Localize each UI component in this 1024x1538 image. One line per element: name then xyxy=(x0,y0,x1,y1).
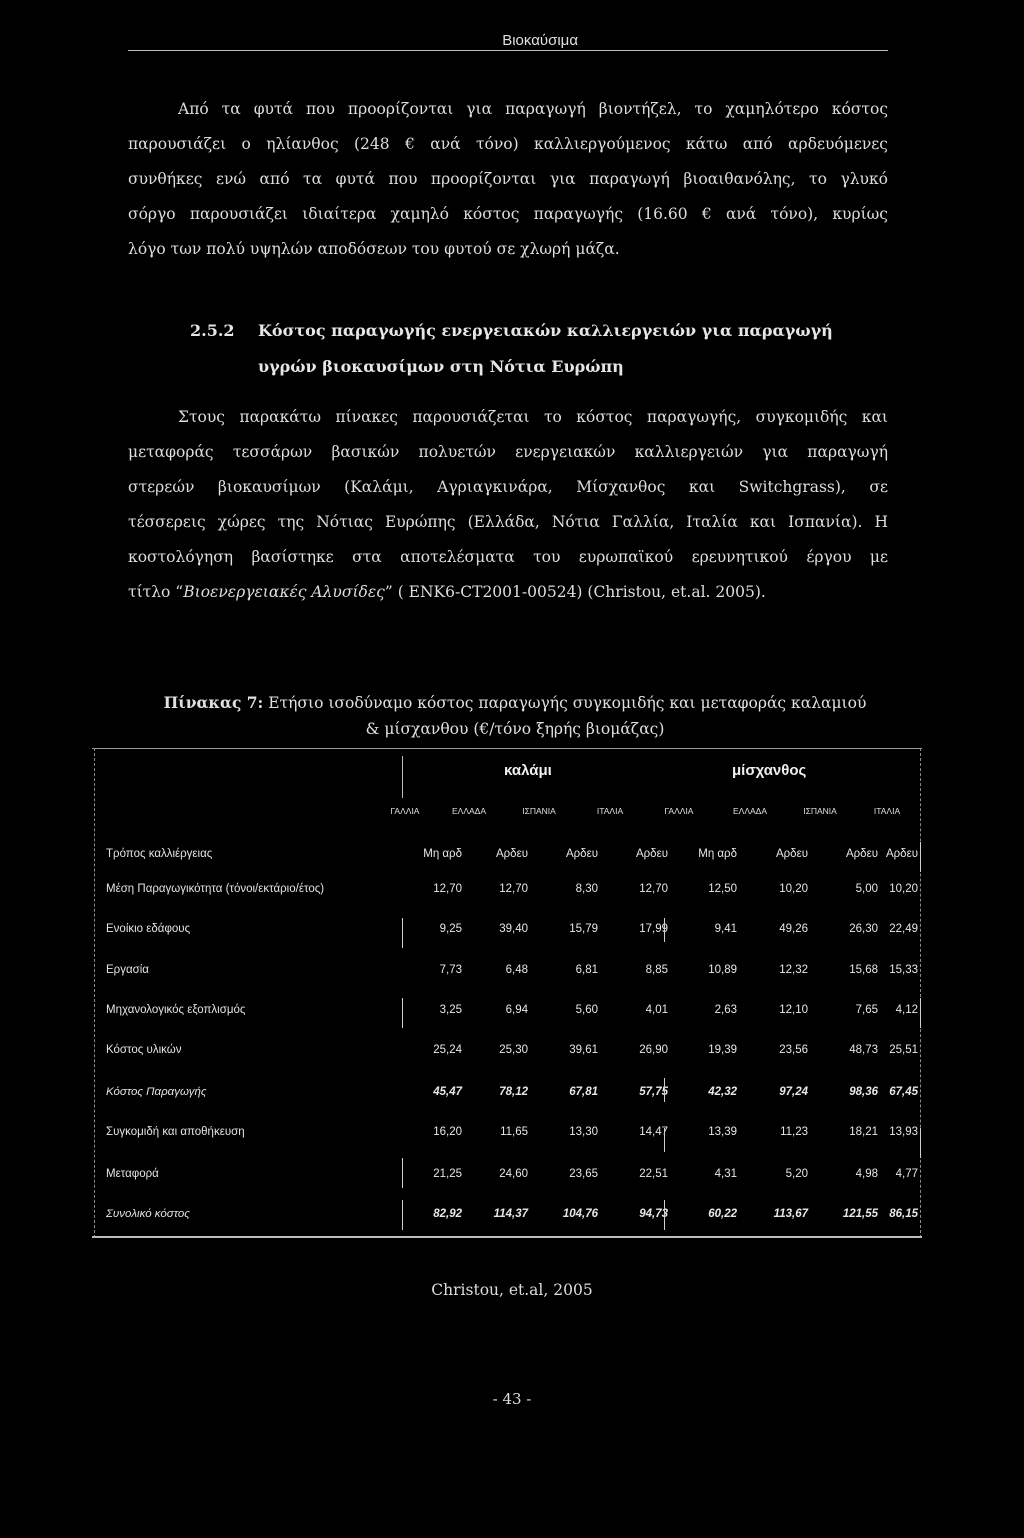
table-cell: 121,55 xyxy=(842,1208,878,1220)
table-cell: 113,67 xyxy=(773,1208,808,1220)
row-label: Μεταφορά xyxy=(106,1168,159,1180)
row-label: Τρόπος καλλιέργειας xyxy=(106,848,213,860)
row-label: Εργασία xyxy=(106,964,149,976)
table-cell: 86,15 xyxy=(889,1208,918,1220)
table-cell: 104,76 xyxy=(562,1208,598,1220)
table-cell: 25,30 xyxy=(499,1044,528,1056)
table-divider xyxy=(920,998,921,1028)
intro-paragraph xyxy=(128,92,888,267)
table-cell: 5,20 xyxy=(785,1168,808,1180)
table-caption-line2: & μίσχανθου (€/τόνο ξηρής βιομάζας) xyxy=(365,720,665,738)
table-cell: 10,89 xyxy=(708,964,737,976)
table-cell: 3,25 xyxy=(439,1004,462,1016)
table-divider xyxy=(920,1128,921,1158)
table-divider xyxy=(664,918,665,942)
table-caption xyxy=(110,690,920,742)
table-cell: 57,75 xyxy=(639,1086,668,1098)
table-right-border xyxy=(920,748,921,1238)
table-cell: 12,70 xyxy=(639,883,668,895)
table-cell: 67,45 xyxy=(889,1086,918,1098)
table-cell: 9,25 xyxy=(439,923,462,935)
country-header: ΕΛΛΑΔΑ xyxy=(451,806,487,816)
table-cell: 5,00 xyxy=(855,883,878,895)
body-last-suffix: ” ( ENK6-CT2001-00524) (Christou, et.al. 2005). xyxy=(384,583,766,601)
body-line: τέσσερεις χώρες της Νότιας Ευρώπης (Ελλάδα, Νότια Γαλλία, Ιταλία και Ισπανία). Η xyxy=(128,513,888,531)
table-cell: 26,90 xyxy=(639,1044,668,1056)
body-line: στερεών βιοκαυσίμων (Καλάμι, Αγριαγκινάρα, Μίσχανθος και Switchgrass), σε xyxy=(128,478,888,496)
group-header-kalami: καλάμι xyxy=(504,762,552,779)
table-caption-line1: Ετήσιο ισοδύναμο κόστος παραγωγής συγκομιδής και μεταφοράς καλαμιού xyxy=(268,694,867,712)
table-cell: Μη αρδ xyxy=(698,848,737,860)
intro-line: λόγο των πολύ υψηλών αποδόσεων του φυτού σε χλωρή μάζα. xyxy=(128,240,620,258)
table-cell: 82,92 xyxy=(433,1208,462,1220)
table-cell: 12,32 xyxy=(779,964,808,976)
table-cell: 16,20 xyxy=(433,1126,462,1138)
table-cell: 12,70 xyxy=(433,883,462,895)
section-number: 2.5.2 xyxy=(190,321,235,340)
table-cell: 11,23 xyxy=(780,1126,808,1138)
row-label: Κόστος Παραγωγής xyxy=(106,1086,207,1098)
table-cell: 98,36 xyxy=(849,1086,878,1098)
table-divider xyxy=(920,842,921,872)
table-cell: 18,21 xyxy=(849,1126,878,1138)
page-header xyxy=(128,30,888,51)
table-cell: 13,30 xyxy=(569,1126,598,1138)
cost-table xyxy=(92,748,922,1538)
table-cell: 17,99 xyxy=(639,923,668,935)
row-label: Ενοίκιο εδάφους xyxy=(106,923,191,935)
section-title-line2: υγρών βιοκαυσίμων στη Νότια Ευρώπη xyxy=(258,357,624,376)
table-divider xyxy=(402,918,403,948)
table-cell: Αρδευ xyxy=(885,848,918,860)
intro-line: συνθήκες ενώ από τα φυτά που προορίζονται για παραγωγή βιοαιθανόλης, το γλυκό xyxy=(128,170,888,188)
country-header: ΕΛΛΑΔΑ xyxy=(732,806,768,816)
table-cell: 6,94 xyxy=(505,1004,528,1016)
row-label: Συνολικό κόστος xyxy=(106,1208,190,1220)
table-cell: 25,24 xyxy=(433,1044,462,1056)
table-cell: 23,65 xyxy=(569,1168,598,1180)
table-divider xyxy=(664,1128,665,1152)
country-header: ΙΤΑΛΙΑ xyxy=(596,806,624,816)
project-title: Βιοενεργειακές Αλυσίδες xyxy=(183,583,385,601)
intro-line: παρουσιάζει ο ηλίανθος (248 € ανά τόνο) καλλιεργούμενος κάτω από αρδευόμενες xyxy=(128,135,888,153)
table-cell: 39,40 xyxy=(499,923,528,935)
row-label: Συγκομιδή και αποθήκευση xyxy=(106,1126,245,1138)
table-cell: 22,49 xyxy=(889,923,918,935)
table-cell: 4,31 xyxy=(714,1168,737,1180)
page-number: - 43 - xyxy=(492,1390,532,1408)
table-cell: 45,47 xyxy=(433,1086,462,1098)
table-cell: 15,68 xyxy=(849,964,878,976)
table-cell: 15,33 xyxy=(889,964,918,976)
table-divider xyxy=(402,998,403,1028)
table-cell: 25,51 xyxy=(889,1044,918,1056)
body-line: μεταφοράς τεσσάρων βασικών πολυετών ενεργειακών καλλιεργειών για παραγωγή xyxy=(128,443,888,461)
table-cell: 13,93 xyxy=(889,1126,918,1138)
body-line: Στους παρακάτω πίνακες παρουσιάζεται το κόστος παραγωγής, συγκομιδής και xyxy=(178,408,888,426)
table-top-border xyxy=(92,748,922,749)
table-cell: Αρδευ xyxy=(775,848,808,860)
table-cell: Αρδευ xyxy=(635,848,668,860)
table-cell: 4,01 xyxy=(645,1004,668,1016)
table-cell: 8,30 xyxy=(575,883,598,895)
section-heading xyxy=(190,313,910,385)
country-header: ΓΑΛΛΙΑ xyxy=(664,806,694,816)
table-divider xyxy=(402,1158,403,1188)
table-cell: 13,39 xyxy=(708,1126,737,1138)
country-header: ΙΣΠΑΝΙΑ xyxy=(803,806,837,816)
country-header: ΙΤΑΛΙΑ xyxy=(873,806,901,816)
table-cell: 2,63 xyxy=(714,1004,737,1016)
table-cell: 24,60 xyxy=(499,1168,528,1180)
table-cell: 8,85 xyxy=(645,964,668,976)
body-line: κοστολόγηση βασίστηκε στα αποτελέσματα του ευρωπαϊκού ερευνητικού έργου με xyxy=(128,548,888,566)
section-title-line1: Κόστος παραγωγής ενεργειακών καλλιεργειών για παραγωγή xyxy=(258,321,833,340)
table-cell: 11,65 xyxy=(500,1126,528,1138)
table-cell: 6,48 xyxy=(505,964,528,976)
body-last-line xyxy=(128,575,888,610)
table-cell: 49,26 xyxy=(779,923,808,935)
group-header-mischanthos: μίσχανθος xyxy=(732,762,807,779)
table-cell: 4,77 xyxy=(895,1168,918,1180)
table-divider xyxy=(664,1078,665,1102)
body-last-prefix: τίτλο “ xyxy=(128,583,184,601)
table-cell: 67,81 xyxy=(569,1086,598,1098)
table-cell: Αρδευ xyxy=(565,848,598,860)
row-label: Μέση Παραγωγικότητα (τόνοι/εκτάριο/έτος) xyxy=(106,883,325,895)
table-left-border xyxy=(94,748,95,1238)
intro-line: σόργο παρουσιάζει ιδιαίτερα χαμηλό κόστος παραγωγής (16.60 € ανά τόνο), κυρίως xyxy=(128,205,888,223)
body-paragraph xyxy=(128,400,888,610)
table-cell: 4,98 xyxy=(855,1168,878,1180)
table-cell: 39,61 xyxy=(569,1044,598,1056)
country-header: ΙΣΠΑΝΙΑ xyxy=(522,806,556,816)
table-source: Christou, et.al, 2005 xyxy=(431,1281,593,1299)
table-cell: 12,70 xyxy=(499,883,528,895)
table-cell: 21,25 xyxy=(433,1168,462,1180)
table-cell: 12,50 xyxy=(708,883,737,895)
table-cell: 94,73 xyxy=(639,1208,668,1220)
table-cell: 19,39 xyxy=(708,1044,737,1056)
table-cell: 22,51 xyxy=(639,1168,668,1180)
table-cell: 5,60 xyxy=(575,1004,598,1016)
table-cell: 7,73 xyxy=(439,964,462,976)
table-cell: 78,12 xyxy=(499,1086,528,1098)
table-cell: 7,65 xyxy=(855,1004,878,1016)
table-cell: 60,22 xyxy=(708,1208,737,1220)
country-header: ΓΑΛΛΙΑ xyxy=(390,806,420,816)
row-label: Μηχανολογικός εξοπλισμός xyxy=(106,1004,246,1016)
table-cell: 14,47 xyxy=(639,1126,668,1138)
header-title: Βιοκαύσιμα xyxy=(502,32,578,49)
table-cell: 42,32 xyxy=(708,1086,737,1098)
table-cell: 26,30 xyxy=(849,923,878,935)
table-caption-label: Πίνακας 7: xyxy=(163,693,264,712)
table-cell: 6,81 xyxy=(575,964,598,976)
intro-line: Από τα φυτά που προορίζονται για παραγωγή βιοντήζελ, το χαμηλότερο κόστος xyxy=(178,100,888,118)
table-cell: 4,12 xyxy=(895,1004,918,1016)
row-label: Κόστος υλικών xyxy=(106,1044,182,1056)
table-cell: Αρδευ xyxy=(495,848,528,860)
table-cell: Μη αρδ xyxy=(423,848,462,860)
table-cell: 114,37 xyxy=(493,1208,528,1220)
table-cell: 10,20 xyxy=(779,883,808,895)
table-cell: Αρδευ xyxy=(845,848,878,860)
table-cell: 48,73 xyxy=(849,1044,878,1056)
table-cell: 15,79 xyxy=(569,923,598,935)
table-cell: 12,10 xyxy=(779,1004,808,1016)
table-cell: 9,41 xyxy=(714,923,737,935)
table-cell: 10,20 xyxy=(889,883,918,895)
table-bottom-border xyxy=(92,1236,922,1238)
table-cell: 23,56 xyxy=(779,1044,808,1056)
table-divider xyxy=(402,1200,403,1230)
table-cell: 97,24 xyxy=(779,1086,808,1098)
table-divider xyxy=(664,1200,665,1230)
table-header-separator xyxy=(402,756,403,798)
